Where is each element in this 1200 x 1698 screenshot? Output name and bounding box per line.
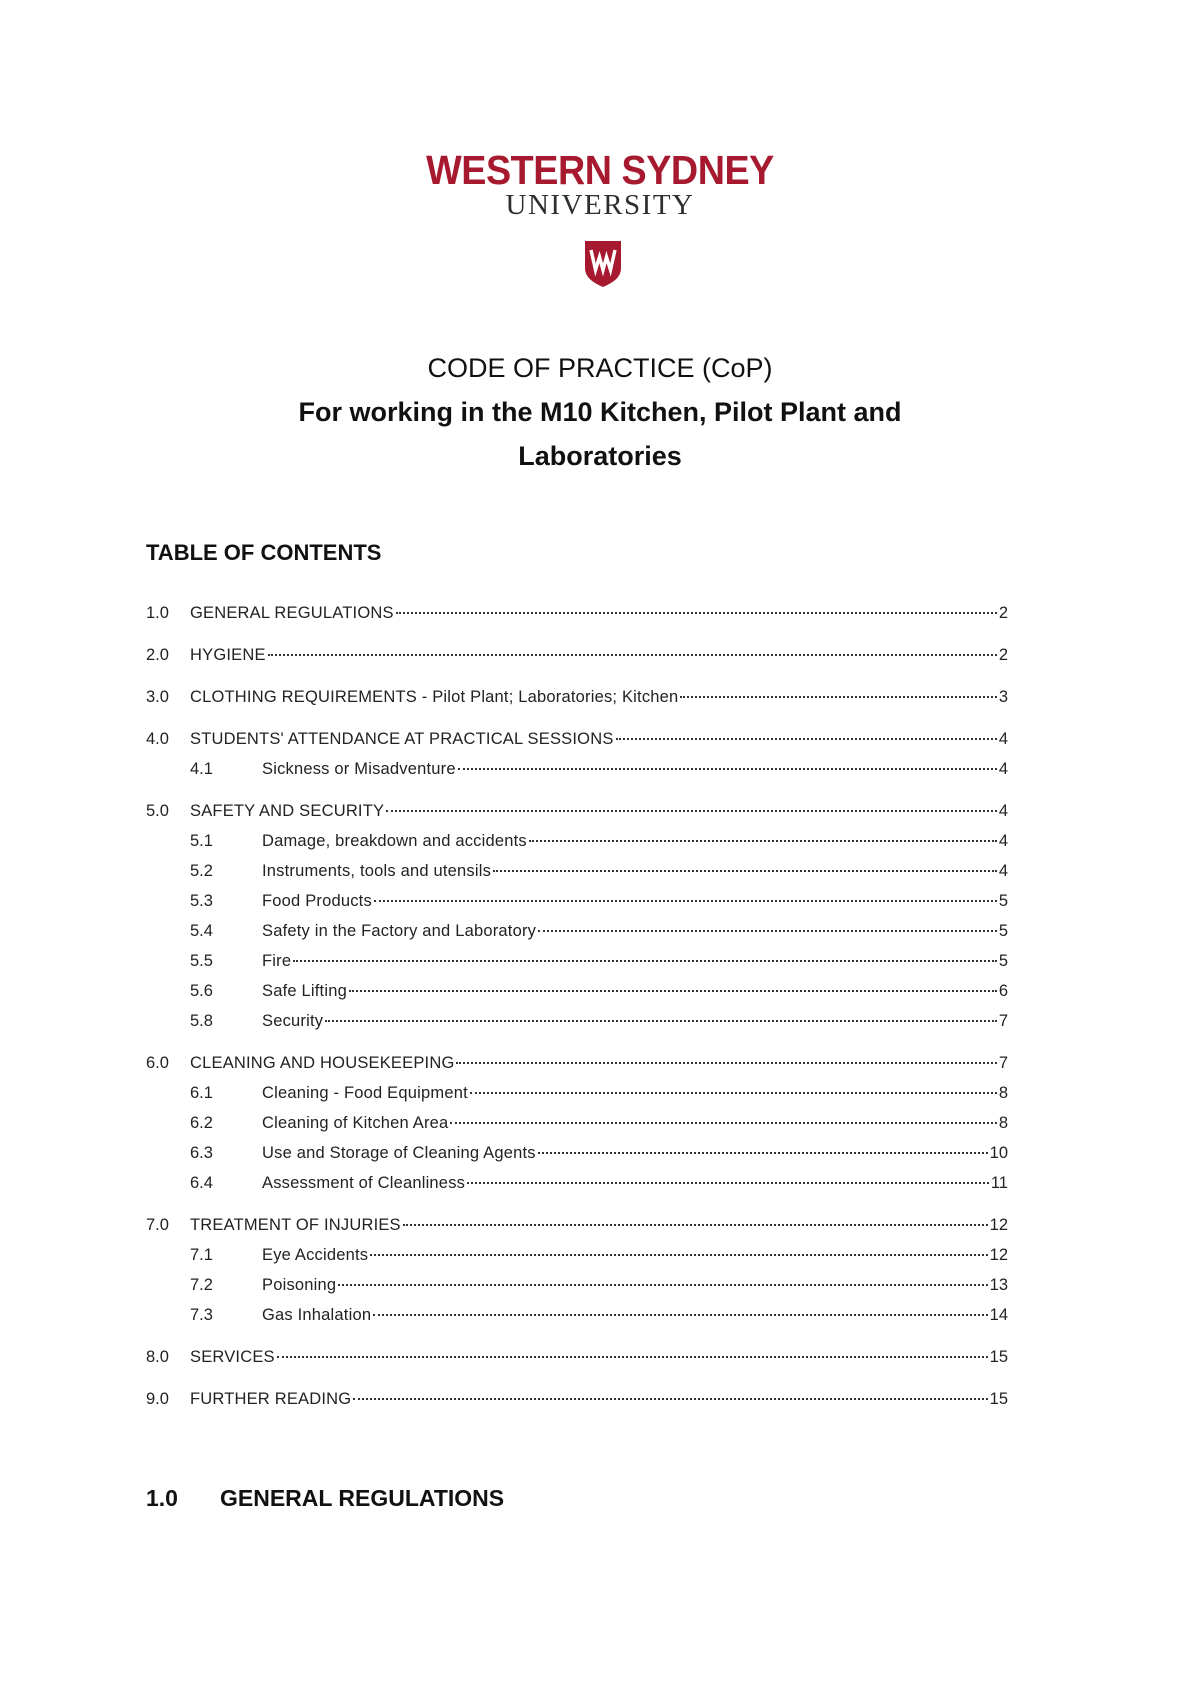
toc-entry[interactable] (146, 832, 1008, 856)
toc-entry-title: CLOTHING REQUIREMENTS - Pilot Plant; Laboratories; Kitchen (190, 688, 679, 706)
toc-entry[interactable] (146, 892, 1008, 916)
logo-wordmark-line1: WESTERN SYDNEY (426, 147, 774, 193)
toc-dot-leader (268, 654, 997, 656)
shield-icon (584, 240, 622, 288)
toc-dot-leader (493, 870, 997, 872)
toc-entry-page: 4 (998, 802, 1008, 820)
toc-dot-leader (277, 1356, 988, 1358)
toc-entry-title: SAFETY AND SECURITY (190, 802, 385, 820)
toc-entry[interactable] (146, 730, 1008, 754)
title-line-1: CODE OF PRACTICE (CoP) (427, 353, 773, 383)
toc-dot-leader (349, 990, 997, 992)
toc-entry-title: SERVICES (190, 1348, 275, 1366)
university-logo (0, 148, 1200, 220)
toc-entry-title: Fire (262, 952, 292, 970)
toc-entry-number: 3.0 (146, 688, 169, 706)
toc-entry-page: 8 (998, 1114, 1008, 1132)
toc-entry-title: Safety in the Factory and Laboratory (262, 922, 537, 940)
toc-entry[interactable] (146, 1246, 1008, 1270)
toc-entry[interactable] (146, 1216, 1008, 1240)
toc-dot-leader (458, 768, 997, 770)
toc-entry-number: 6.4 (190, 1174, 213, 1192)
toc-dot-leader (370, 1254, 987, 1256)
toc-entry-page: 7 (998, 1012, 1008, 1030)
toc-entry[interactable] (146, 1084, 1008, 1108)
toc-entry-title: CLEANING AND HOUSEKEEPING (190, 1054, 455, 1072)
toc-entry-page: 12 (989, 1246, 1008, 1264)
toc-entry-number: 8.0 (146, 1348, 169, 1366)
toc-entry[interactable] (146, 1114, 1008, 1138)
document-title (0, 346, 1200, 478)
toc-entry-number: 9.0 (146, 1390, 169, 1408)
title-line-3: Laboratories (518, 441, 682, 471)
toc-entry-number: 6.2 (190, 1114, 213, 1132)
toc-entry-page: 4 (998, 730, 1008, 748)
toc-entry-number: 6.1 (190, 1084, 213, 1102)
toc-entry-page: 5 (998, 922, 1008, 940)
toc-entry-page: 2 (998, 604, 1008, 622)
toc-dot-leader (373, 1314, 987, 1316)
toc-entry-number: 6.0 (146, 1054, 169, 1072)
toc-entry-number: 5.1 (190, 832, 213, 850)
toc-entry-number: 7.1 (190, 1246, 213, 1264)
toc-entry-title: FURTHER READING (190, 1390, 352, 1408)
toc-entry-number: 7.2 (190, 1276, 213, 1294)
toc-entry[interactable] (146, 1306, 1008, 1330)
toc-dot-leader (538, 1152, 988, 1154)
toc-entry-title: Instruments, tools and utensils (262, 862, 492, 880)
toc-entry-page: 5 (998, 892, 1008, 910)
toc-entry-title: TREATMENT OF INJURIES (190, 1216, 401, 1234)
toc-dot-leader (338, 1284, 987, 1286)
toc-dot-leader (353, 1398, 987, 1400)
toc-entry-title: Use and Storage of Cleaning Agents (262, 1144, 536, 1162)
toc-dot-leader (325, 1020, 997, 1022)
logo-wordmark-line2: UNIVERSITY (505, 189, 695, 221)
toc-dot-leader (529, 840, 997, 842)
toc-entry-page: 11 (990, 1174, 1008, 1192)
toc-dot-leader (467, 1182, 989, 1184)
toc-entry-page: 4 (998, 760, 1008, 778)
toc-dot-leader (450, 1122, 996, 1124)
toc-entry-page: 3 (998, 688, 1008, 706)
toc-entry-page: 4 (998, 832, 1008, 850)
toc-entry-page: 13 (989, 1276, 1008, 1294)
toc-entry-number: 7.3 (190, 1306, 213, 1324)
toc-dot-leader (456, 1062, 996, 1064)
toc-entry-page: 7 (998, 1054, 1008, 1072)
toc-entry-title: Poisoning (262, 1276, 337, 1294)
toc-entry-number: 4.1 (190, 760, 213, 778)
section-heading (146, 1485, 504, 1512)
toc-entry-number: 5.4 (190, 922, 213, 940)
toc-entry[interactable] (146, 802, 1008, 826)
toc-entry-number: 1.0 (146, 604, 169, 622)
toc-entry-page: 15 (989, 1348, 1008, 1366)
toc-entry-number: 2.0 (146, 646, 169, 664)
toc-entry-title: Assessment of Cleanliness (262, 1174, 466, 1192)
toc-entry[interactable] (146, 1276, 1008, 1300)
toc-entry[interactable] (146, 1390, 1008, 1414)
toc-dot-leader (293, 960, 997, 962)
toc-entry-number: 5.2 (190, 862, 213, 880)
toc-entry-title: Gas Inhalation (262, 1306, 372, 1324)
toc-entry[interactable] (146, 982, 1008, 1006)
toc-entry-page: 4 (998, 862, 1008, 880)
toc-entry[interactable] (146, 1144, 1008, 1168)
toc-entry[interactable] (146, 646, 1008, 670)
toc-entry-title: Security (262, 1012, 324, 1030)
toc-entry-number: 5.0 (146, 802, 169, 820)
toc-entry-title: Food Products (262, 892, 372, 910)
toc-entry-title: Cleaning of Kitchen Area (262, 1114, 449, 1132)
toc-entry-title: Cleaning - Food Equipment (262, 1084, 468, 1102)
toc-dot-leader (680, 696, 996, 698)
toc-dot-leader (616, 738, 997, 740)
toc-entry-page: 14 (989, 1306, 1008, 1324)
toc-entry[interactable] (146, 862, 1008, 886)
toc-entry-page: 15 (989, 1390, 1008, 1408)
section-number: 1.0 (146, 1485, 178, 1511)
toc-entry-title: Sickness or Misadventure (262, 760, 456, 778)
toc-dot-leader (470, 1092, 997, 1094)
toc-entry-number: 4.0 (146, 730, 169, 748)
toc-entry-page: 8 (998, 1084, 1008, 1102)
toc-dot-leader (386, 810, 997, 812)
toc-entry-number: 5.3 (190, 892, 213, 910)
title-line-2: For working in the M10 Kitchen, Pilot Plant and (298, 397, 902, 427)
toc-entry[interactable] (146, 604, 1008, 628)
toc-entry[interactable] (146, 952, 1008, 976)
toc-entry[interactable] (146, 1348, 1008, 1372)
toc-entry[interactable] (146, 1012, 1008, 1036)
toc-dot-leader (538, 930, 997, 932)
section-title: GENERAL REGULATIONS (220, 1485, 505, 1511)
toc-entry-title: Safe Lifting (262, 982, 347, 1000)
toc-entry-title: Damage, breakdown and accidents (262, 832, 527, 850)
toc-entry[interactable] (146, 922, 1008, 946)
toc-entry-number: 7.0 (146, 1216, 169, 1234)
toc-entry[interactable] (146, 688, 1008, 712)
toc-entry-page: 2 (998, 646, 1008, 664)
toc-entry[interactable] (146, 1174, 1008, 1198)
toc-entry-page: 6 (998, 982, 1008, 1000)
toc-heading: TABLE OF CONTENTS (146, 540, 382, 565)
toc-entry[interactable] (146, 1054, 1008, 1078)
toc-entry-number: 5.6 (190, 982, 213, 1000)
toc-entry-number: 5.8 (190, 1012, 213, 1030)
toc-entry-title: GENERAL REGULATIONS (190, 604, 394, 622)
toc-entry-title: HYGIENE (190, 646, 266, 664)
toc-dot-leader (374, 900, 997, 902)
toc-entry[interactable] (146, 760, 1008, 784)
toc-entry-title: STUDENTS' ATTENDANCE AT PRACTICAL SESSIONS (190, 730, 614, 748)
toc-entry-page: 10 (989, 1144, 1008, 1162)
toc-entry-number: 5.5 (190, 952, 213, 970)
toc-dot-leader (403, 1224, 988, 1226)
toc-entry-page: 12 (989, 1216, 1008, 1234)
toc-entry-title: Eye Accidents (262, 1246, 369, 1264)
toc-entry-number: 6.3 (190, 1144, 213, 1162)
toc-dot-leader (396, 612, 997, 614)
toc-entry-page: 5 (998, 952, 1008, 970)
